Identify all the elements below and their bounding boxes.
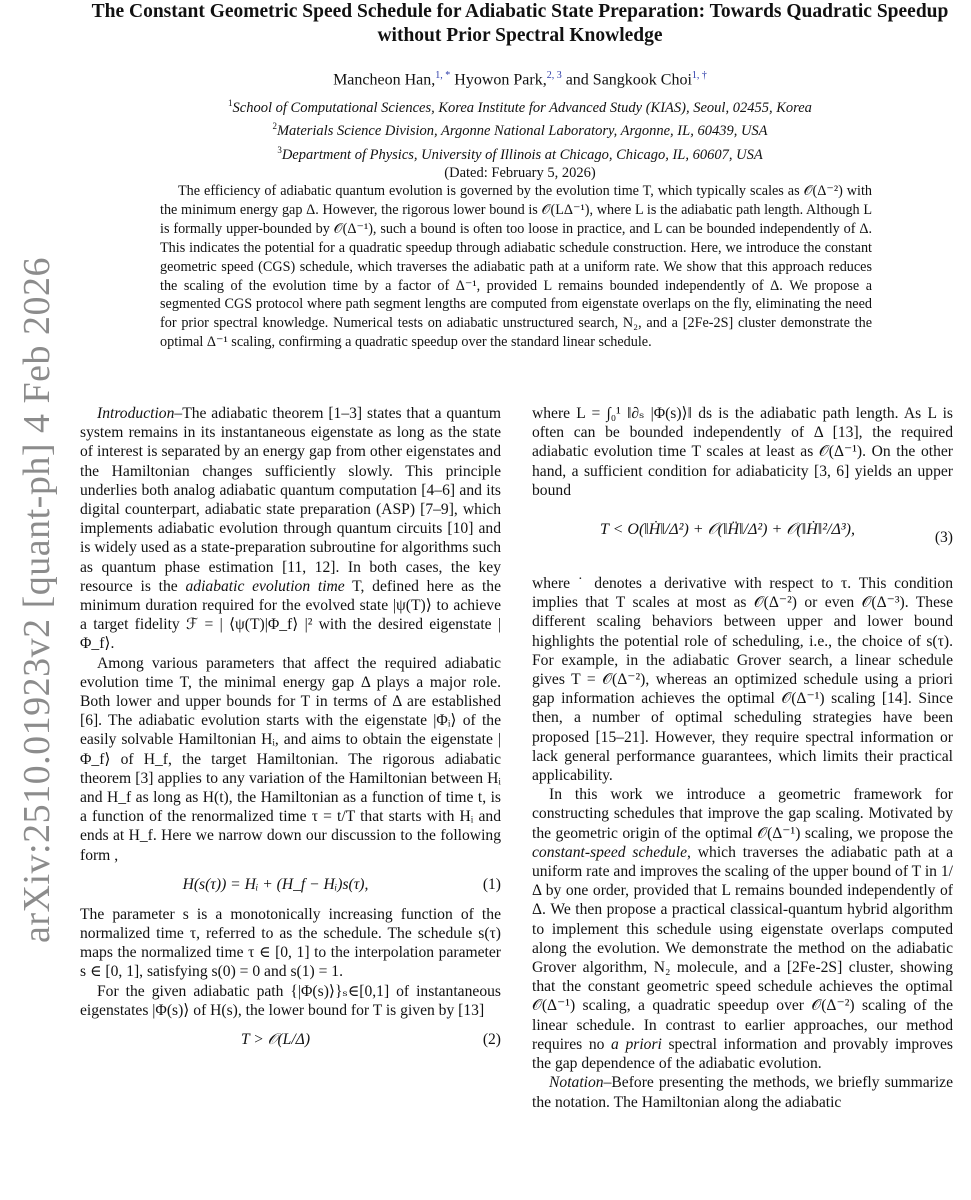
author-1: Mancheon Han,: [333, 71, 436, 89]
author-3-marks[interactable]: 1, †: [691, 70, 707, 81]
scaling-paragraph: where ˙ denotes a derivative with respect to τ. This condition implies that T scales at most as 𝒪(Δ⁻²) or even 𝒪(Δ⁻³). These different scaling behaviors between upper and lower bound highlights the potential role of scheduling, i.e., the choice of s(τ). For example, in the adiabatic Grover search, a linear schedule gives T = 𝒪(Δ⁻²), whereas an optimized schedule using a priori gap information achieves the optimal 𝒪(Δ⁻¹) scaling [14]. Since then, a number of optimal scheduling strategies have been proposed [15–21]. However, they require spectral information or lack general performance guarantees, which limits their practical applicability.: [532, 575, 953, 785]
equation-3-body: T < O(‖Ḣ‖/Δ²) + 𝒪(‖Ḧ‖/Δ²) + 𝒪(‖Ḣ‖²/Δ³),: [600, 521, 855, 539]
affiliations: [80, 94, 960, 182]
equation-1-number: (1): [482, 875, 501, 893]
affiliation-3: $^3$Department of Physics, University of Illinois at Chicago, Chicago, IL, 60607, USA: [277, 144, 763, 163]
dated-line: (Dated: February 5, 2026): [444, 164, 596, 181]
abstract: The efficiency of adiabatic quantum evolution is governed by the evolution time T, which typically scales as 𝒪(Δ⁻²) with the minimum energy gap Δ. However, the rigorous lower bound is 𝒪(LΔ⁻¹), where L is the adiabatic path length. Although L is formally upper-bounded by 𝒪(Δ⁻¹), such a bound is often too loose in practice, and L can be bounded independently of Δ. This indicates the potential for a quadratic speedup through adiabatic schedule construction. Here, we introduce the constant geometric speed (CGS) schedule, which traverses the adiabatic path at a uniform rate. We show that this approach reduces the scaling of the evolution time by a factor of Δ⁻¹, provided L remains bounded independently of Δ. We propose a segmented CGS protocol where path segment lengths are computed from eigenstate overlaps on the fly, eliminating the need for prior spectral knowledge. Numerical tests on adiabatic unstructured search, N₂, and a [2Fe-2S] cluster demonstrate the optimal Δ⁻¹ scaling, confirming a quadratic speedup over the standard linear schedule.: [160, 183, 872, 351]
author-3: and Sangkook Choi: [565, 71, 692, 89]
paper-title: The Constant Geometric Speed Schedule for Adiabatic State Preparation: Towards Quadratic Speedup without Prior Spectral Knowledge: [91, 1, 949, 46]
notation-paragraph: Notation–Before presenting the methods, we briefly summarize the notation. The Hamiltonian along the adiabatic: [532, 1074, 953, 1111]
arxiv-identifier[interactable]: arXiv:2510.01923v2 [quant-ph] 4 Feb 2026: [16, 257, 58, 943]
equation-1: [80, 865, 501, 905]
gap-paragraph: Among various parameters that affect the required adiabatic evolution time T, the minimal energy gap Δ plays a major role. Both lower and upper bounds for T in terms of Δ are established [6]. The adiabatic evolution starts with the eigenstate |Φᵢ⟩ of the easily solvable Hamiltonian Hᵢ, and aims to obtain the eigenstate |Φ_f⟩ of H_f, the target Hamiltonian. The rigorous adiabatic theorem [3] applies to any variation of the Hamiltonian between Hᵢ and H_f as long as H(t), the Hamiltonian as a function of time t, is a function of the renormalized time τ = t/T that starts with Hᵢ and ends at H_f. Here we narrow down our discussion to the following form ,: [80, 654, 501, 864]
affiliation-2: $^2$Materials Science Division, Argonne National Laboratory, Argonne, IL, 60439, USA: [272, 121, 768, 140]
intro-paragraph: Introduction–The adiabatic theorem [1–3] states that a quantum system remains in its instantaneous eigenstate as long as the state of interest is separated by an energy gap from other eigenstates and the Hamiltonian changes sufficiently slowly. This principle underlies both analog adiabatic quantum computation [4–6] and its digital counterpart, adiabatic state preparation (ASP) [7–9], which implements adiabatic evolution through quantum circuits [10] and is widely used as a state-preparation subroutine for algorithms such as quantum phase estimation [11, 12]. In both cases, the key resource is the adiabatic evolution time T, defined here as the minimum duration required for the evolved state |ψ(T)⟩ to achieve a target fidelity ℱ = | ⟨ψ(T)|Φ_f⟩ |² with the desired eigenstate |Φ_f⟩.: [80, 405, 501, 653]
intro-heading: Introduction: [97, 405, 175, 422]
author-2: Hyowon Park,: [454, 71, 547, 89]
left-column: [80, 404, 501, 1060]
author-1-marks[interactable]: 1, *: [435, 70, 451, 81]
equation-2-number: (2): [482, 1031, 501, 1049]
author-2-marks: 2, 3: [546, 70, 562, 81]
affiliation-1: $^1$School of Computational Sciences, Korea Institute for Advanced Study (KIAS), Seoul, 02455, Korea: [228, 98, 812, 116]
equation-3: [532, 500, 953, 574]
equation-2: [80, 1020, 501, 1060]
right-column: [532, 404, 953, 1112]
equation-3-number: (3): [934, 529, 953, 547]
notation-heading: Notation: [549, 1074, 604, 1092]
schedule-paragraph: The parameter s is a monotonically increasing function of the normalized time τ, referred to as the schedule. The schedule s(τ) maps the normalized time τ ∈ [0, 1] to the interpolation parameter s ∈ [0, 1], satisfying s(0) = 0 and s(1) = 1.: [80, 905, 501, 981]
equation-2-body: T > 𝒪(L/Δ): [240, 1031, 311, 1049]
path-length-paragraph: where L = ∫₀¹ ‖∂ₛ |Φ(s)⟩‖ ds is the adiabatic path length. As L is often can be bounded independently of Δ [13], the required adiabatic evolution time T scales at least as 𝒪(Δ⁻¹). On the other hand, a sufficient condition for adiabaticity [3, 6] yields an upper bound: [532, 405, 953, 499]
author-list: [80, 70, 960, 89]
this-work-paragraph: In this work we introduce a geometric framework for constructing schedules that improve the gap scaling. Motivated by the geometric origin of the optimal 𝒪(Δ⁻¹) scaling, we propose the constant-speed schedule, which traverses the adiabatic path at a uniform rate and improves the scaling of the upper bound of T in 1/Δ by one order, provided that L remains bounded independently of Δ. We then propose a practical classical-quantum hybrid algorithm to implement this schedule using eigenstate overlaps computed along the evolution. We demonstrate the method on the adiabatic Grover algorithm, N₂ molecule, and a [2Fe-2S] cluster, showing that the constant geometric speed schedule achieves the optimal 𝒪(Δ⁻¹) scaling, a quadratic speedup over 𝒪(Δ⁻²) scaling of the linear schedule. In contrast to earlier approaches, our method requires no a priori spectral information and provably improves the gap dependence of the adiabatic evolution.: [532, 786, 954, 1073]
lower-bound-paragraph: For the given adiabatic path {|Φ(s)⟩}ₛ∈[0,1] of instantaneous eigenstates |Φ(s)⟩ of H(s), the lower bound for T is given by [13]: [80, 982, 501, 1019]
equation-1-body: H(s(τ)) = Hᵢ + (H_f − Hᵢ)s(τ),: [182, 875, 369, 893]
